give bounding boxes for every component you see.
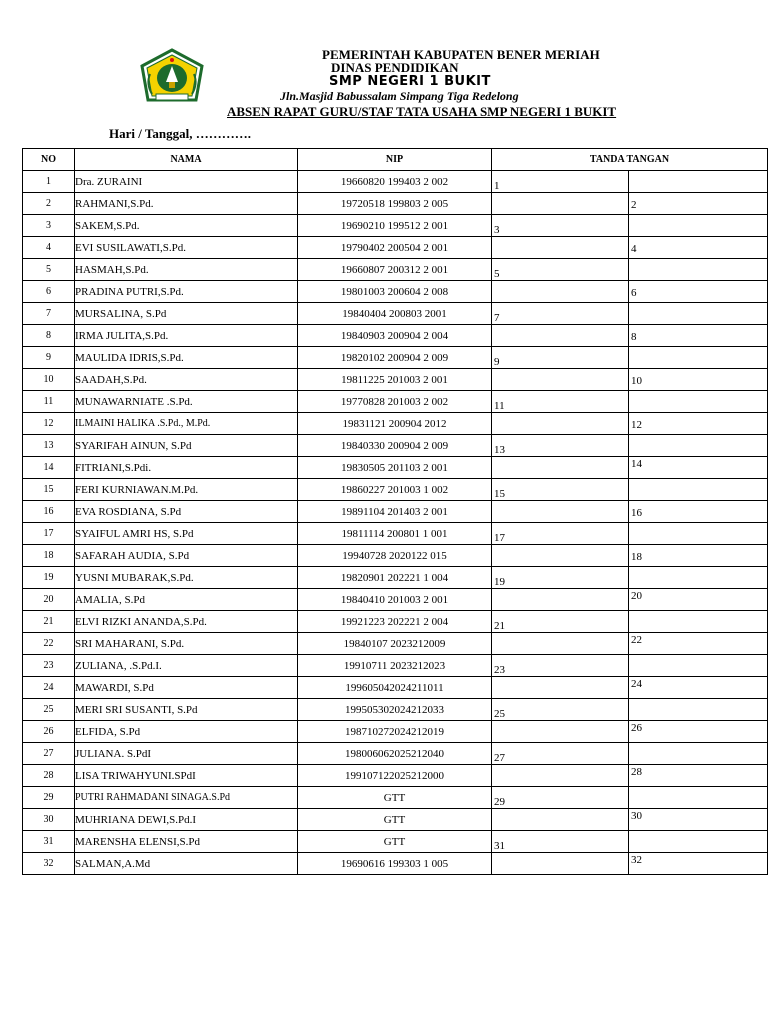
signature-box-left[interactable] <box>492 787 629 809</box>
table-row <box>23 325 768 347</box>
table-row <box>23 545 768 567</box>
signature-box-left[interactable] <box>492 369 629 391</box>
table-row <box>23 435 768 457</box>
staff-name: LISA TRIWAHYUNI.SPdI <box>75 765 298 787</box>
signature-box-left[interactable] <box>492 809 629 831</box>
staff-nip: 19830505 201103 2 001 <box>298 457 492 479</box>
staff-name: ELVI RIZKI ANANDA,S.Pd. <box>75 611 298 633</box>
staff-nip: GTT <box>298 809 492 831</box>
table-row <box>23 721 768 743</box>
staff-nip: 199107122025212000 <box>298 765 492 787</box>
row-number: 27 <box>23 743 75 765</box>
table-row <box>23 523 768 545</box>
school-heading: SMP NEGERI 1 BUKIT <box>329 74 491 89</box>
signature-number: 23 <box>494 664 505 676</box>
staff-nip: GTT <box>298 787 492 809</box>
signature-number: 24 <box>631 678 642 690</box>
signature-box-right[interactable] <box>629 281 768 303</box>
signature-box-right[interactable] <box>629 677 768 699</box>
signature-number: 22 <box>631 634 642 646</box>
staff-name: MERI SRI SUSANTI, S.Pd <box>75 699 298 721</box>
staff-name: FERI KURNIAWAN.M.Pd. <box>75 479 298 501</box>
table-row <box>23 479 768 501</box>
document-title: ABSEN RAPAT GURU/STAF TATA USAHA SMP NEGERI 1 BUKIT <box>227 104 617 119</box>
staff-nip: 19840107 2023212009 <box>298 633 492 655</box>
row-number: 30 <box>23 809 75 831</box>
signature-box-right[interactable] <box>629 743 768 765</box>
staff-nip: 19770828 201003 2 002 <box>298 391 492 413</box>
signature-number: 7 <box>494 312 500 324</box>
signature-number: 21 <box>494 620 505 632</box>
signature-box-left[interactable] <box>492 215 629 237</box>
row-number: 1 <box>23 171 75 193</box>
column-header-nip: NIP <box>298 149 492 171</box>
signature-box-left[interactable] <box>492 655 629 677</box>
signature-box-left[interactable] <box>492 435 629 457</box>
staff-nip: 198710272024212019 <box>298 721 492 743</box>
signature-number: 25 <box>494 708 505 720</box>
staff-name: EVI SUSILAWATI,S.Pd. <box>75 237 298 259</box>
row-number: 3 <box>23 215 75 237</box>
regency-emblem-logo <box>138 48 206 106</box>
signature-box-left[interactable] <box>492 677 629 699</box>
staff-nip: 19820102 200904 2 009 <box>298 347 492 369</box>
signature-box-left[interactable] <box>492 545 629 567</box>
signature-number: 3 <box>494 224 500 236</box>
table-row <box>23 633 768 655</box>
staff-name: SAFARAH AUDIA, S.Pd <box>75 545 298 567</box>
row-number: 19 <box>23 567 75 589</box>
signature-number: 18 <box>631 551 642 563</box>
signature-number: 27 <box>494 752 505 764</box>
signature-number: 9 <box>494 356 500 368</box>
staff-name: MARENSHA ELENSI,S.Pd <box>75 831 298 853</box>
table-row <box>23 655 768 677</box>
row-number: 25 <box>23 699 75 721</box>
signature-box-right[interactable] <box>629 413 768 435</box>
signature-box-left[interactable] <box>492 303 629 325</box>
signature-box-left[interactable] <box>492 457 629 479</box>
staff-nip: 19690210 199512 2 001 <box>298 215 492 237</box>
row-number: 28 <box>23 765 75 787</box>
staff-nip: 19720518 199803 2 005 <box>298 193 492 215</box>
staff-name: MUNAWARNIATE .S.Pd. <box>75 391 298 413</box>
column-header-signature: TANDA TANGAN <box>492 149 768 171</box>
staff-nip: 19940728 2020122 015 <box>298 545 492 567</box>
staff-name: JULIANA. S.PdI <box>75 743 298 765</box>
signature-box-right[interactable] <box>629 193 768 215</box>
signature-number: 28 <box>631 766 642 778</box>
row-number: 15 <box>23 479 75 501</box>
signature-box-right[interactable] <box>629 721 768 743</box>
table-row <box>23 589 768 611</box>
row-number: 16 <box>23 501 75 523</box>
signature-number: 17 <box>494 532 505 544</box>
staff-nip: 19840404 200803 2001 <box>298 303 492 325</box>
table-row <box>23 765 768 787</box>
signature-box-right[interactable] <box>629 501 768 523</box>
signature-box-left[interactable] <box>492 853 629 875</box>
signature-box-right[interactable] <box>629 171 768 193</box>
staff-name: SYARIFAH AINUN, S.Pd <box>75 435 298 457</box>
table-row <box>23 787 768 809</box>
row-number: 9 <box>23 347 75 369</box>
table-row <box>23 369 768 391</box>
staff-name: MAWARDI, S.Pd <box>75 677 298 699</box>
row-number: 18 <box>23 545 75 567</box>
signature-box-left[interactable] <box>492 611 629 633</box>
row-number: 10 <box>23 369 75 391</box>
table-row <box>23 743 768 765</box>
signature-box-left[interactable] <box>492 501 629 523</box>
signature-number: 1 <box>494 180 500 192</box>
table-header-row <box>23 149 768 171</box>
staff-nip: 19860227 201003 1 002 <box>298 479 492 501</box>
staff-nip: 19831121 200904 2012 <box>298 413 492 435</box>
staff-nip: 19660807 200312 2 001 <box>298 259 492 281</box>
signature-box-right[interactable] <box>629 215 768 237</box>
table-row <box>23 303 768 325</box>
table-row <box>23 677 768 699</box>
signature-box-right[interactable] <box>629 457 768 479</box>
table-row <box>23 281 768 303</box>
row-number: 7 <box>23 303 75 325</box>
staff-name: EVA ROSDIANA, S.Pd <box>75 501 298 523</box>
signature-box-left[interactable] <box>492 281 629 303</box>
signature-number: 29 <box>494 796 505 808</box>
staff-name: Dra. ZURAINI <box>75 171 298 193</box>
table-row <box>23 611 768 633</box>
signature-number: 12 <box>631 419 642 431</box>
signature-box-right[interactable] <box>629 237 768 259</box>
staff-nip: 19840903 200904 2 004 <box>298 325 492 347</box>
staff-name: ILMAINI HALIKA .S.Pd., M.Pd. <box>75 413 298 435</box>
signature-number: 14 <box>631 458 642 470</box>
signature-box-right[interactable] <box>629 369 768 391</box>
signature-box-right[interactable] <box>629 633 768 655</box>
signature-box-right[interactable] <box>629 787 768 809</box>
row-number: 17 <box>23 523 75 545</box>
signature-number: 10 <box>631 375 642 387</box>
staff-name: RAHMANI,S.Pd. <box>75 193 298 215</box>
table-row <box>23 831 768 853</box>
row-number: 14 <box>23 457 75 479</box>
staff-nip: 19840330 200904 2 009 <box>298 435 492 457</box>
signature-box-right[interactable] <box>629 435 768 457</box>
staff-nip: 19910711 2023212023 <box>298 655 492 677</box>
signature-box-left[interactable] <box>492 413 629 435</box>
row-number: 29 <box>23 787 75 809</box>
signature-box-left[interactable] <box>492 347 629 369</box>
table-body <box>23 171 768 875</box>
staff-name: MURSALINA, S.Pd <box>75 303 298 325</box>
staff-nip: 19811114 200801 1 001 <box>298 523 492 545</box>
staff-nip: GTT <box>298 831 492 853</box>
signature-box-right[interactable] <box>629 347 768 369</box>
signature-box-left[interactable] <box>492 831 629 853</box>
row-number: 21 <box>23 611 75 633</box>
table-row <box>23 501 768 523</box>
signature-box-left[interactable] <box>492 523 629 545</box>
row-number: 6 <box>23 281 75 303</box>
signature-box-left[interactable] <box>492 193 629 215</box>
staff-nip: 198006062025212040 <box>298 743 492 765</box>
signature-number: 15 <box>494 488 505 500</box>
signature-box-right[interactable] <box>629 545 768 567</box>
signature-box-right[interactable] <box>629 853 768 875</box>
signature-box-left[interactable] <box>492 391 629 413</box>
row-number: 12 <box>23 413 75 435</box>
signature-number: 30 <box>631 810 642 822</box>
signature-box-right[interactable] <box>629 831 768 853</box>
signature-number: 6 <box>631 287 637 299</box>
column-header-no: NO <box>23 149 75 171</box>
agency-heading: DINAS PENDIDIKAN <box>331 60 459 75</box>
signature-number: 16 <box>631 507 642 519</box>
staff-name: ELFIDA, S.Pd <box>75 721 298 743</box>
row-number: 24 <box>23 677 75 699</box>
table-row <box>23 413 768 435</box>
table-row <box>23 347 768 369</box>
table-row <box>23 237 768 259</box>
signature-box-left[interactable] <box>492 171 629 193</box>
staff-nip: 199605042024211011 <box>298 677 492 699</box>
staff-nip: 19790402 200504 2 001 <box>298 237 492 259</box>
staff-name: FITRIANI,S.Pdi. <box>75 457 298 479</box>
staff-name: PRADINA PUTRI,S.Pd. <box>75 281 298 303</box>
table-row <box>23 391 768 413</box>
signature-box-left[interactable] <box>492 589 629 611</box>
signature-box-right[interactable] <box>629 391 768 413</box>
staff-nip: 19801003 200604 2 008 <box>298 281 492 303</box>
signature-box-right[interactable] <box>629 765 768 787</box>
table-row <box>23 699 768 721</box>
attendance-table <box>22 148 768 875</box>
table-row <box>23 853 768 875</box>
signature-box-left[interactable] <box>492 479 629 501</box>
staff-name: MUHRIANA DEWI,S.Pd.I <box>75 809 298 831</box>
staff-name: HASMAH,S.Pd. <box>75 259 298 281</box>
staff-name: SAADAH,S.Pd. <box>75 369 298 391</box>
staff-nip: 19840410 201003 2 001 <box>298 589 492 611</box>
government-heading: PEMERINTAH KABUPATEN BENER MERIAH <box>322 47 600 62</box>
signature-number: 11 <box>494 400 505 412</box>
staff-nip: 19690616 199303 1 005 <box>298 853 492 875</box>
column-header-nama: NAMA <box>75 149 298 171</box>
signature-number: 19 <box>494 576 505 588</box>
table-row <box>23 809 768 831</box>
staff-nip: 19921223 202221 2 004 <box>298 611 492 633</box>
signature-box-left[interactable] <box>492 259 629 281</box>
staff-name: SRI MAHARANI, S.Pd. <box>75 633 298 655</box>
signature-box-right[interactable] <box>629 523 768 545</box>
signature-number: 2 <box>631 199 637 211</box>
signature-box-right[interactable] <box>629 655 768 677</box>
row-number: 8 <box>23 325 75 347</box>
signature-box-left[interactable] <box>492 567 629 589</box>
staff-nip: 19811225 201003 2 001 <box>298 369 492 391</box>
staff-name: IRMA JULITA,S.Pd. <box>75 325 298 347</box>
table-row <box>23 259 768 281</box>
staff-nip: 19891104 201403 2 001 <box>298 501 492 523</box>
signature-box-right[interactable] <box>629 589 768 611</box>
staff-nip: 19820901 202221 1 004 <box>298 567 492 589</box>
signature-box-left[interactable] <box>492 721 629 743</box>
signature-number: 26 <box>631 722 642 734</box>
signature-number: 8 <box>631 331 637 343</box>
table-row <box>23 567 768 589</box>
signature-box-left[interactable] <box>492 765 629 787</box>
signature-box-right[interactable] <box>629 259 768 281</box>
signature-box-right[interactable] <box>629 567 768 589</box>
signature-number: 4 <box>631 243 637 255</box>
signature-box-left[interactable] <box>492 325 629 347</box>
staff-name: SYAIFUL AMRI HS, S.Pd <box>75 523 298 545</box>
staff-name: AMALIA, S.Pd <box>75 589 298 611</box>
signature-number: 31 <box>494 840 505 852</box>
row-number: 22 <box>23 633 75 655</box>
row-number: 5 <box>23 259 75 281</box>
staff-name: MAULIDA IDRIS,S.Pd. <box>75 347 298 369</box>
signature-box-left[interactable] <box>492 699 629 721</box>
table-row <box>23 171 768 193</box>
signature-number: 32 <box>631 854 642 866</box>
signature-box-right[interactable] <box>629 479 768 501</box>
signature-box-left[interactable] <box>492 633 629 655</box>
signature-box-right[interactable] <box>629 809 768 831</box>
table-row <box>23 193 768 215</box>
staff-name: PUTRI RAHMADANI SINAGA.S.Pd <box>75 787 298 809</box>
row-number: 2 <box>23 193 75 215</box>
row-number: 4 <box>23 237 75 259</box>
staff-name: YUSNI MUBARAK,S.Pd. <box>75 567 298 589</box>
staff-name: SAKEM,S.Pd. <box>75 215 298 237</box>
table-row <box>23 457 768 479</box>
address-line: Jln.Masjid Babussalam Simpang Tiga Redelong <box>280 89 519 103</box>
row-number: 20 <box>23 589 75 611</box>
table-row <box>23 215 768 237</box>
staff-name: SALMAN,A.Md <box>75 853 298 875</box>
signature-box-left[interactable] <box>492 743 629 765</box>
row-number: 13 <box>23 435 75 457</box>
staff-nip: 199505302024212033 <box>298 699 492 721</box>
staff-name: ZULIANA, .S.Pd.I. <box>75 655 298 677</box>
signature-number: 20 <box>631 590 642 602</box>
signature-box-right[interactable] <box>629 325 768 347</box>
signature-box-left[interactable] <box>492 237 629 259</box>
signature-number: 13 <box>494 444 505 456</box>
signature-box-right[interactable] <box>629 699 768 721</box>
signature-number: 5 <box>494 268 500 280</box>
signature-box-right[interactable] <box>629 611 768 633</box>
staff-nip: 19660820 199403 2 002 <box>298 171 492 193</box>
row-number: 26 <box>23 721 75 743</box>
row-number: 23 <box>23 655 75 677</box>
row-number: 31 <box>23 831 75 853</box>
signature-box-right[interactable] <box>629 303 768 325</box>
date-label: Hari / Tanggal, …………. <box>109 126 251 141</box>
row-number: 11 <box>23 391 75 413</box>
row-number: 32 <box>23 853 75 875</box>
